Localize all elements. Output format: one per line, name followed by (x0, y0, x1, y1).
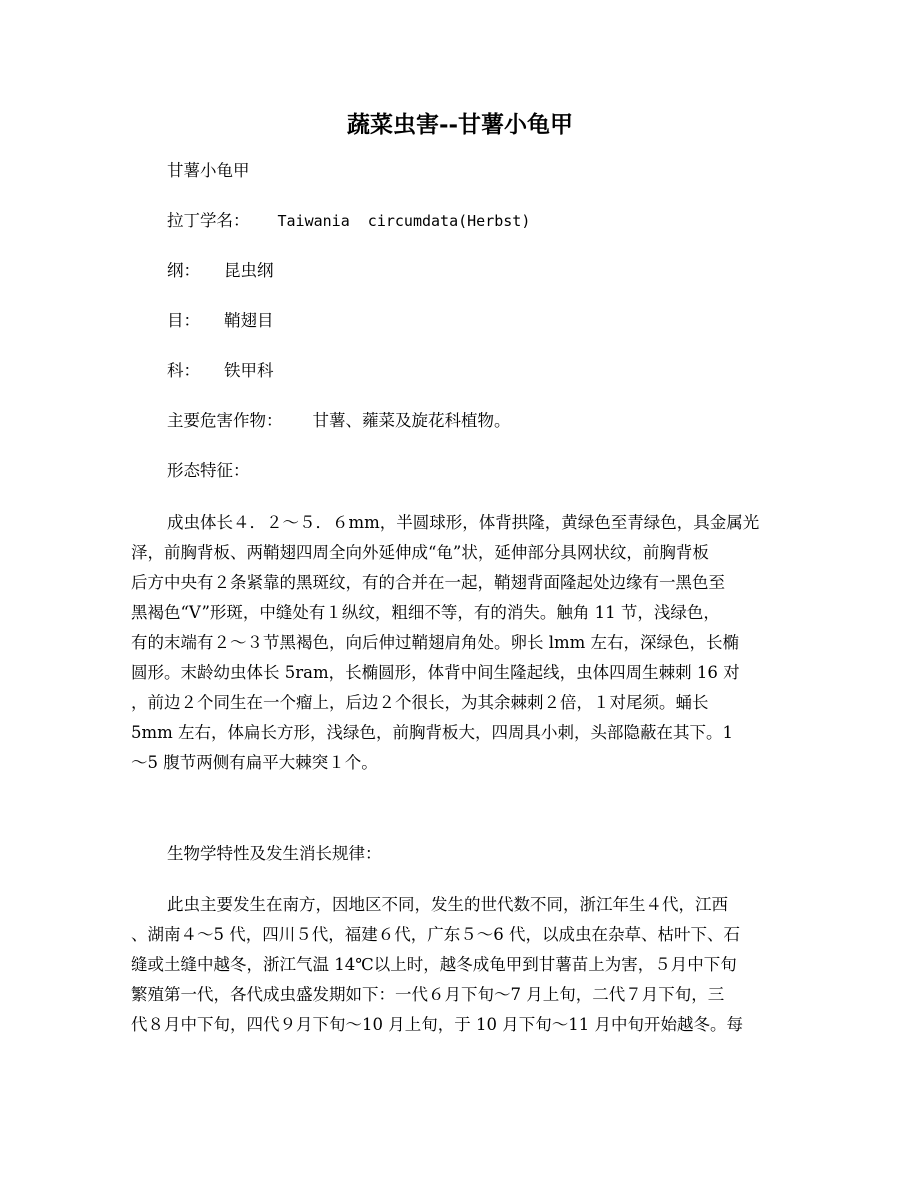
biology-heading: 生物学特性及发生消长规律： (167, 844, 382, 863)
latin-name-label: 拉丁学名： (167, 211, 250, 230)
latin-name-row (167, 209, 530, 233)
morphology-line: 有的末端有２～３节黑褐色，向后伸过鞘翅肩角处。卵长 lmm 左右，深绿色，长椭 (131, 633, 740, 652)
biology-line: 代８月中下旬，四代９月下旬～10 月上旬，于 10 月下旬～11 月中旬开始越冬。每 (131, 1015, 743, 1034)
class-label: 纲： (167, 261, 200, 280)
biology-paragraph (131, 890, 791, 1040)
morphology-line: 5mm 左右，体扁长方形，浅绿色，前胸背板大，四周具小刺，头部隐蔽在其下。1 (131, 723, 734, 742)
morphology-heading: 形态特征： (167, 461, 250, 480)
class-value: 昆虫纲 (224, 261, 274, 280)
family-label: 科： (167, 361, 200, 380)
latin-name-value: Taiwania circumdata(Herbst) (277, 212, 531, 230)
morphology-line: ，前边２个同生在一个瘤上，后边２个很长，为其余棘刺２倍，１对尾须。蛹长 (131, 693, 709, 712)
common-name: 甘薯小龟甲 (167, 161, 250, 180)
morphology-line: 成虫体长４．２～５．６mm，半圆球形，体背拱隆，黄绿色至青绿色，具金属光 (167, 513, 760, 532)
order-label: 目： (167, 311, 200, 330)
biology-line: 繁殖第一代，各代成虫盛发期如下：一代６月下旬～7 月上旬，二代７月下旬，三 (131, 985, 725, 1004)
morphology-paragraph (131, 508, 791, 778)
family-value: 铁甲科 (224, 361, 274, 380)
class-row (167, 259, 274, 283)
order-value: 鞘翅目 (224, 311, 274, 330)
biology-line: 缝或土缝中越冬，浙江气温 14℃以上时，越冬成龟甲到甘薯苗上为害，５月中下旬 (131, 955, 737, 974)
morphology-line: 泽，前胸背板、两鞘翅四周全向外延伸成“龟”状，延伸部分具网状纹，前胸背板 (131, 543, 709, 562)
hosts-value: 甘薯、蕹菜及旋花科植物。 (312, 411, 511, 430)
order-row (167, 309, 274, 333)
morphology-line: ～5 腹节两侧有扁平大棘突１个。 (131, 753, 378, 772)
biology-line: 、湖南４～5 代，四川５代，福建６代，广东５～6 代，以成虫在杂草、枯叶下、石 (131, 925, 740, 944)
morphology-line: 圆形。末龄幼虫体长 5ram，长椭圆形，体背中间生隆起线，虫体四周生棘刺 16 对 (131, 663, 740, 682)
family-row (167, 359, 274, 383)
hosts-label: 主要危害作物： (167, 411, 283, 430)
morphology-line: 黑褐色“V”形斑，中缝处有１纵纹，粗细不等，有的消失。触角 11 节，浅绿色， (131, 603, 720, 622)
hosts-row (167, 409, 511, 433)
morphology-line: 后方中央有２条紧靠的黑斑纹，有的合并在一起，鞘翅背面隆起处边缘有一黑色至 (131, 573, 725, 592)
biology-line: 此虫主要发生在南方，因地区不同，发生的世代数不同，浙江年生４代，江西 (167, 895, 728, 914)
page-title: 蔬菜虫害--甘薯小龟甲 (346, 111, 574, 138)
